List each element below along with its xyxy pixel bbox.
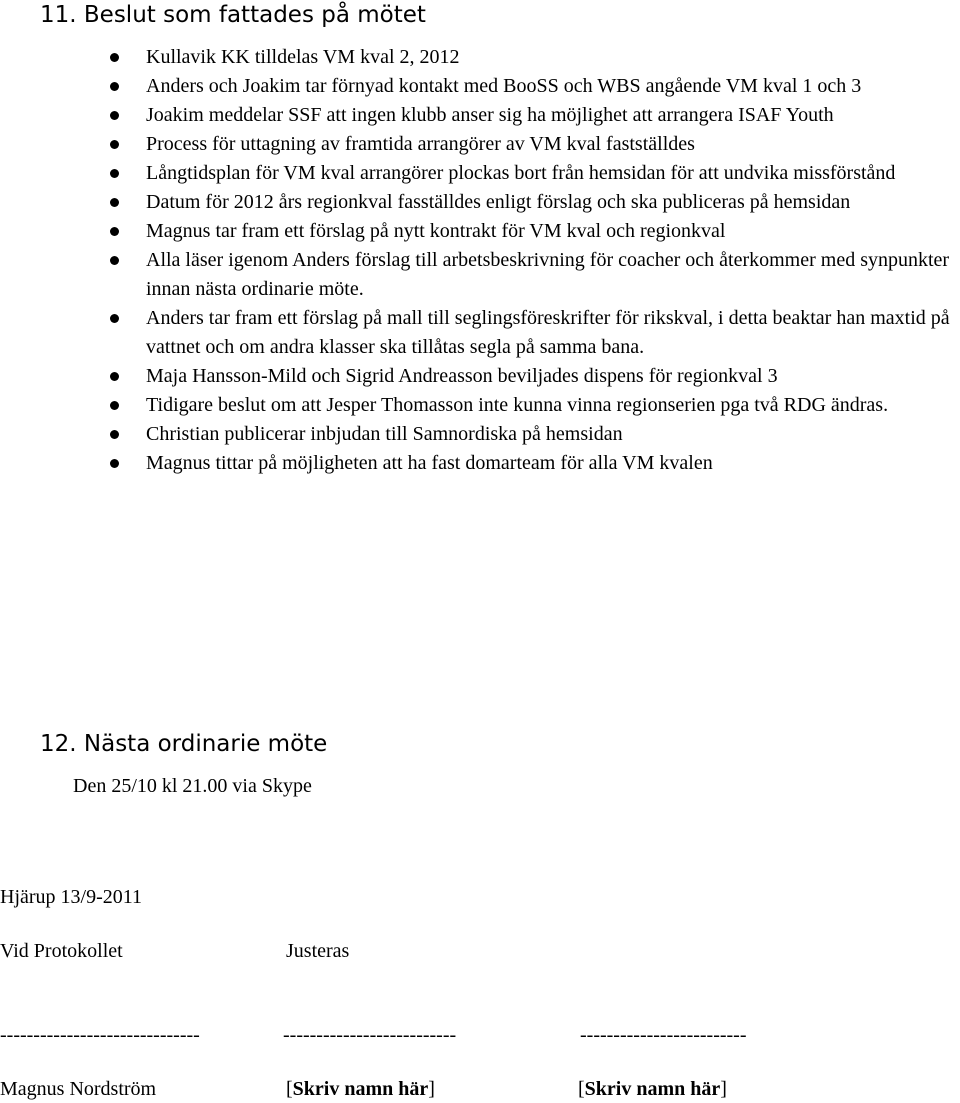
bullet-icon [110, 372, 119, 381]
list-item-text: Joakim meddelar SSF att ingen klubb anser sig ha möjlighet att arrangera ISAF Youth [146, 104, 834, 126]
list-item [146, 217, 960, 246]
bracket-open: [ [286, 1078, 293, 1100]
list-item-text: Process för uttagning av framtida arrangörer av VM kval fastställdes [146, 133, 695, 155]
signature-line-1: ------------------------------ [0, 1024, 200, 1046]
list-item-text: Kullavik KK tilldelas VM kval 2, 2012 [146, 46, 460, 68]
bullet-icon [110, 82, 119, 91]
bullet-icon [110, 256, 119, 265]
adjust-label: Justeras [286, 940, 350, 962]
bullet-icon [110, 459, 119, 468]
decision-list [146, 43, 960, 478]
section-11-heading: 11. Beslut som fattades på mötet [40, 2, 426, 28]
signer-name-1: Magnus Nordström [0, 1078, 157, 1100]
section-12-heading: 12. Nästa ordinarie möte [40, 731, 328, 757]
place-date: Hjärup 13/9-2011 [0, 886, 143, 908]
bracket-close: ] [720, 1078, 727, 1100]
signature-line-2: -------------------------- [283, 1024, 457, 1046]
next-meeting-text: Den 25/10 kl 21.00 via Skype [73, 775, 312, 797]
list-item [146, 72, 960, 101]
list-item [146, 159, 960, 188]
signer-name-placeholder-3 [578, 1075, 727, 1103]
list-item [146, 304, 960, 362]
list-item [146, 420, 960, 449]
list-item [146, 188, 960, 217]
signature-line-3: ------------------------- [580, 1024, 747, 1046]
bullet-icon [110, 169, 119, 178]
list-item-text: Datum för 2012 års regionkval fasställdes enligt förslag och ska publiceras på hemsidan [146, 191, 851, 213]
placeholder-text: Skriv namn här [292, 1078, 429, 1100]
bullet-icon [110, 140, 119, 149]
list-item-text: Anders och Joakim tar förnyad kontakt med BooSS och WBS angående VM kval 1 och 3 [146, 75, 862, 97]
list-item [146, 43, 960, 72]
list-item-text: Tidigare beslut om att Jesper Thomasson inte kunna vinna regionserien pga två RDG ändras. [146, 394, 889, 416]
signer-name-placeholder-2 [286, 1075, 435, 1103]
list-item-text: Magnus tar fram ett förslag på nytt kontrakt för VM kval och regionkval [146, 220, 726, 242]
bullet-icon [110, 227, 119, 236]
list-item [146, 130, 960, 159]
bullet-icon [110, 198, 119, 207]
list-item-text: Maja Hansson-Mild och Sigrid Andreasson beviljades dispens för regionkval 3 [146, 365, 778, 387]
list-item [146, 391, 960, 420]
bullet-icon [110, 314, 119, 323]
list-item-text: Långtidsplan för VM kval arrangörer plockas bort från hemsidan för att undvika missförstånd [146, 162, 896, 184]
list-item [146, 362, 960, 391]
protocol-label: Vid Protokollet [0, 940, 123, 962]
bullet-icon [110, 53, 119, 62]
bracket-close: ] [428, 1078, 435, 1100]
placeholder-text: Skriv namn här [584, 1078, 721, 1100]
bracket-open: [ [578, 1078, 585, 1100]
list-item-text: Christian publicerar inbjudan till Samnordiska på hemsidan [146, 423, 623, 445]
bullet-icon [110, 111, 119, 120]
list-item-text: Magnus tittar på möjligheten att ha fast domarteam för alla VM kvalen [146, 452, 713, 474]
bullet-icon [110, 401, 119, 410]
bullet-icon [110, 430, 119, 439]
list-item [146, 246, 960, 304]
list-item-text: Anders tar fram ett förslag på mall till seglingsföreskrifter för rikskval, i detta beaktar han maxtid på vattnet och om andra klasser ska tillåtas segla på samma bana. [146, 307, 950, 358]
list-item-text: Alla läser igenom Anders förslag till arbetsbeskrivning för coacher och återkommer med synpunkter innan nästa ordinarie möte. [146, 249, 950, 300]
list-item [146, 449, 960, 478]
list-item [146, 101, 960, 130]
